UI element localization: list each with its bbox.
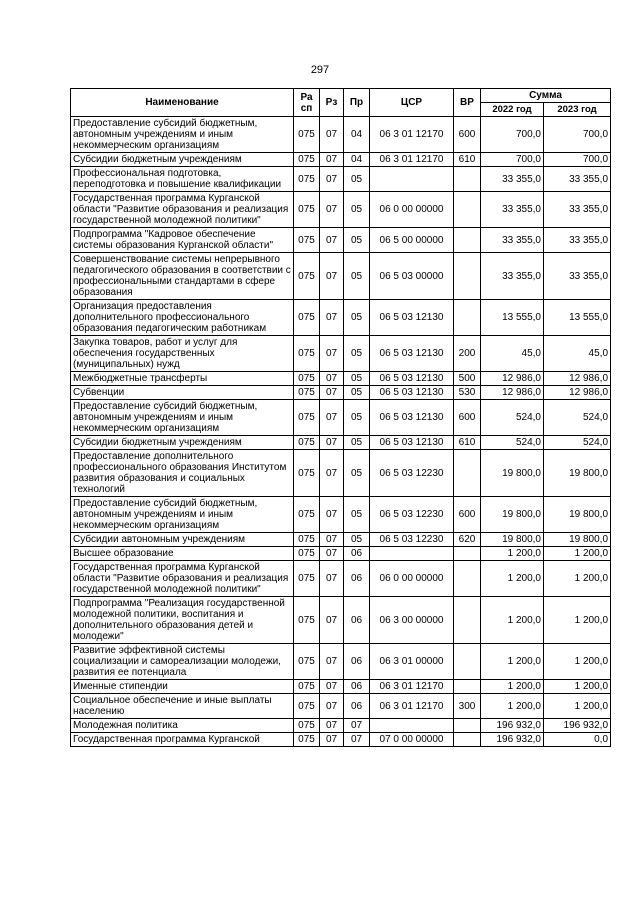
row-sum-2023: 1 200,0 [544, 597, 611, 644]
budget-table [70, 88, 611, 747]
table-row [71, 228, 611, 253]
row-vr: 530 [454, 386, 481, 400]
row-csr: 06 3 01 12170 [370, 680, 454, 694]
row-sum-2023: 33 355,0 [544, 253, 611, 300]
row-rasp: 075 [294, 547, 320, 561]
row-rasp: 075 [294, 680, 320, 694]
row-vr: 600 [454, 117, 481, 153]
row-pr: 07 [344, 733, 370, 747]
row-vr: 200 [454, 336, 481, 372]
table-row [71, 167, 611, 192]
row-name: Субсидии бюджетным учреждениям [71, 153, 294, 167]
row-rz: 07 [320, 400, 344, 436]
row-pr: 05 [344, 436, 370, 450]
row-sum-2022: 12 986,0 [481, 386, 544, 400]
row-name: Субсидии бюджетным учреждениям [71, 436, 294, 450]
row-csr: 06 5 03 12130 [370, 386, 454, 400]
row-csr: 06 0 00 00000 [370, 561, 454, 597]
row-rasp: 075 [294, 153, 320, 167]
row-pr: 07 [344, 719, 370, 733]
row-rz: 07 [320, 117, 344, 153]
row-name: Межбюджетные трансферты [71, 372, 294, 386]
row-name: Государственная программа Курганской области "Развитие образования и реализация государственной молодежной политики" [71, 192, 294, 228]
header-year-2023: 2023 год [544, 103, 611, 117]
row-vr [454, 733, 481, 747]
row-sum-2022: 19 800,0 [481, 497, 544, 533]
row-vr [454, 597, 481, 644]
row-rasp: 075 [294, 450, 320, 497]
row-rasp: 075 [294, 644, 320, 680]
row-rz: 07 [320, 192, 344, 228]
row-name: Подпрограмма "Кадровое обеспечение системы образования Курганской области" [71, 228, 294, 253]
row-name: Молодежная политика [71, 719, 294, 733]
row-sum-2023: 19 800,0 [544, 450, 611, 497]
table-row [71, 386, 611, 400]
row-csr: 06 5 03 12230 [370, 450, 454, 497]
row-rz: 07 [320, 167, 344, 192]
row-pr: 06 [344, 694, 370, 719]
row-csr: 06 5 03 12230 [370, 533, 454, 547]
row-sum-2022: 1 200,0 [481, 644, 544, 680]
row-rz: 07 [320, 533, 344, 547]
row-vr [454, 192, 481, 228]
row-rasp: 075 [294, 436, 320, 450]
row-pr: 04 [344, 153, 370, 167]
row-sum-2022: 13 555,0 [481, 300, 544, 336]
row-pr: 05 [344, 228, 370, 253]
row-csr: 06 5 03 12230 [370, 497, 454, 533]
row-rz: 07 [320, 450, 344, 497]
row-vr [454, 547, 481, 561]
row-sum-2023: 1 200,0 [544, 561, 611, 597]
row-rasp: 075 [294, 228, 320, 253]
row-sum-2023: 524,0 [544, 400, 611, 436]
row-pr: 05 [344, 497, 370, 533]
row-sum-2022: 700,0 [481, 153, 544, 167]
row-sum-2023: 33 355,0 [544, 192, 611, 228]
row-rasp: 075 [294, 300, 320, 336]
row-pr: 05 [344, 450, 370, 497]
row-sum-2023: 1 200,0 [544, 644, 611, 680]
row-vr [454, 644, 481, 680]
table-row [71, 192, 611, 228]
row-rz: 07 [320, 300, 344, 336]
row-csr: 06 5 03 12130 [370, 436, 454, 450]
row-name: Организация предоставления дополнительного профессионального образования педагогическим работникам [71, 300, 294, 336]
row-name: Закупка товаров, работ и услуг для обеспечения государственных (муниципальных) нужд [71, 336, 294, 372]
row-sum-2023: 19 800,0 [544, 497, 611, 533]
table-row [71, 533, 611, 547]
row-name: Подпрограмма "Реализация государственной молодежной политики, воспитания и дополнительного образования детей и молодежи" [71, 597, 294, 644]
row-pr: 05 [344, 533, 370, 547]
row-csr [370, 719, 454, 733]
row-pr: 06 [344, 547, 370, 561]
row-rz: 07 [320, 253, 344, 300]
row-csr: 06 3 01 12170 [370, 694, 454, 719]
row-rz: 07 [320, 228, 344, 253]
row-csr [370, 167, 454, 192]
row-sum-2022: 45,0 [481, 336, 544, 372]
row-rasp: 075 [294, 497, 320, 533]
row-name: Предоставление субсидий бюджетным, автономным учреждениям и иным некоммерческим организациям [71, 117, 294, 153]
row-name: Предоставление субсидий бюджетным, автономным учреждениям и иным некоммерческим организациям [71, 400, 294, 436]
row-sum-2022: 1 200,0 [481, 547, 544, 561]
row-pr: 05 [344, 386, 370, 400]
row-sum-2022: 12 986,0 [481, 372, 544, 386]
row-name: Именные стипендии [71, 680, 294, 694]
row-sum-2022: 33 355,0 [481, 192, 544, 228]
row-sum-2022: 196 932,0 [481, 733, 544, 747]
row-vr: 600 [454, 400, 481, 436]
row-rasp: 075 [294, 167, 320, 192]
row-vr [454, 300, 481, 336]
row-vr [454, 680, 481, 694]
page-number: 297 [310, 64, 330, 76]
row-rasp: 075 [294, 719, 320, 733]
row-csr: 06 5 03 12130 [370, 300, 454, 336]
table-row [71, 497, 611, 533]
row-sum-2022: 19 800,0 [481, 533, 544, 547]
header-year-2022: 2022 год [481, 103, 544, 117]
row-vr [454, 253, 481, 300]
row-vr: 620 [454, 533, 481, 547]
row-name: Субсидии автономным учреждениям [71, 533, 294, 547]
row-sum-2022: 1 200,0 [481, 561, 544, 597]
row-rz: 07 [320, 436, 344, 450]
row-rasp: 075 [294, 386, 320, 400]
row-csr [370, 547, 454, 561]
row-sum-2023: 12 986,0 [544, 386, 611, 400]
row-sum-2023: 19 800,0 [544, 533, 611, 547]
row-sum-2023: 1 200,0 [544, 547, 611, 561]
row-rasp: 075 [294, 533, 320, 547]
row-pr: 06 [344, 597, 370, 644]
row-pr: 06 [344, 644, 370, 680]
header-name: Наименование [71, 89, 294, 117]
table-row [71, 336, 611, 372]
table-row [71, 561, 611, 597]
row-vr [454, 450, 481, 497]
table-row [71, 372, 611, 386]
row-csr: 06 3 01 12170 [370, 153, 454, 167]
row-rz: 07 [320, 680, 344, 694]
row-rz: 07 [320, 547, 344, 561]
row-rasp: 075 [294, 733, 320, 747]
table-row [71, 680, 611, 694]
header-vr: ВР [454, 89, 481, 117]
row-sum-2023: 1 200,0 [544, 680, 611, 694]
table-row [71, 436, 611, 450]
row-rz: 07 [320, 694, 344, 719]
row-pr: 05 [344, 253, 370, 300]
row-csr: 07 0 00 00000 [370, 733, 454, 747]
row-csr: 06 5 03 12130 [370, 372, 454, 386]
row-name: Высшее образование [71, 547, 294, 561]
row-name: Государственная программа Курганской области "Развитие образования и реализация государственной молодежной политики" [71, 561, 294, 597]
row-sum-2023: 12 986,0 [544, 372, 611, 386]
table-row [71, 547, 611, 561]
row-name: Предоставление дополнительного профессионального образования Институтом развития образования и социальных технологий [71, 450, 294, 497]
row-sum-2023: 524,0 [544, 436, 611, 450]
table-row [71, 644, 611, 680]
row-sum-2022: 33 355,0 [481, 228, 544, 253]
row-rz: 07 [320, 719, 344, 733]
row-csr: 06 3 00 00000 [370, 597, 454, 644]
row-rasp: 075 [294, 597, 320, 644]
row-sum-2023: 13 555,0 [544, 300, 611, 336]
row-sum-2022: 33 355,0 [481, 253, 544, 300]
row-name: Социальное обеспечение и иные выплаты населению [71, 694, 294, 719]
row-csr: 06 3 01 00000 [370, 644, 454, 680]
row-rasp: 075 [294, 694, 320, 719]
header-row [71, 89, 611, 103]
row-rz: 07 [320, 644, 344, 680]
row-csr: 06 5 00 00000 [370, 228, 454, 253]
row-csr: 06 5 03 00000 [370, 253, 454, 300]
row-pr: 05 [344, 192, 370, 228]
row-sum-2023: 700,0 [544, 117, 611, 153]
row-sum-2023: 1 200,0 [544, 694, 611, 719]
row-sum-2023: 196 932,0 [544, 719, 611, 733]
row-csr: 06 5 03 12130 [370, 336, 454, 372]
table-row [71, 153, 611, 167]
row-name: Развитие эффективной системы социализации и самореализации молодежи, развития ее потенциала [71, 644, 294, 680]
row-pr: 04 [344, 117, 370, 153]
header-sum: Сумма [481, 89, 611, 103]
row-sum-2023: 33 355,0 [544, 228, 611, 253]
row-vr: 610 [454, 153, 481, 167]
row-vr: 600 [454, 497, 481, 533]
row-sum-2022: 33 355,0 [481, 167, 544, 192]
row-rz: 07 [320, 386, 344, 400]
row-rasp: 075 [294, 561, 320, 597]
header-rz: Рз [320, 89, 344, 117]
row-rz: 07 [320, 561, 344, 597]
row-rasp: 075 [294, 117, 320, 153]
row-rasp: 075 [294, 192, 320, 228]
header-rasp: Ра сп [294, 89, 320, 117]
table-row [71, 733, 611, 747]
row-csr: 06 0 00 00000 [370, 192, 454, 228]
row-sum-2022: 1 200,0 [481, 680, 544, 694]
row-pr: 05 [344, 400, 370, 436]
row-name: Субвенции [71, 386, 294, 400]
table-row [71, 719, 611, 733]
row-vr: 500 [454, 372, 481, 386]
header-pr: Пр [344, 89, 370, 117]
row-sum-2023: 0,0 [544, 733, 611, 747]
row-pr: 05 [344, 336, 370, 372]
row-rz: 07 [320, 497, 344, 533]
row-vr [454, 561, 481, 597]
table-row [71, 300, 611, 336]
row-sum-2023: 33 355,0 [544, 167, 611, 192]
row-rz: 07 [320, 597, 344, 644]
table-row [71, 400, 611, 436]
row-rz: 07 [320, 733, 344, 747]
row-vr [454, 228, 481, 253]
row-sum-2022: 1 200,0 [481, 597, 544, 644]
row-sum-2022: 524,0 [481, 436, 544, 450]
row-sum-2022: 196 932,0 [481, 719, 544, 733]
row-sum-2022: 19 800,0 [481, 450, 544, 497]
row-rz: 07 [320, 153, 344, 167]
row-sum-2022: 700,0 [481, 117, 544, 153]
table-row [71, 253, 611, 300]
row-rasp: 075 [294, 253, 320, 300]
table-row [71, 117, 611, 153]
row-sum-2022: 1 200,0 [481, 694, 544, 719]
row-name: Профессиональная подготовка, переподготовка и повышение квалификации [71, 167, 294, 192]
row-pr: 05 [344, 300, 370, 336]
table-row [71, 450, 611, 497]
row-sum-2023: 700,0 [544, 153, 611, 167]
table-row [71, 694, 611, 719]
table-body [71, 117, 611, 747]
row-vr [454, 167, 481, 192]
row-rz: 07 [320, 372, 344, 386]
row-csr: 06 5 03 12130 [370, 400, 454, 436]
row-sum-2022: 524,0 [481, 400, 544, 436]
row-name: Государственная программа Курганской [71, 733, 294, 747]
row-vr: 300 [454, 694, 481, 719]
row-sum-2023: 45,0 [544, 336, 611, 372]
row-pr: 06 [344, 561, 370, 597]
table-row [71, 597, 611, 644]
row-rz: 07 [320, 336, 344, 372]
row-name: Предоставление субсидий бюджетным, автономным учреждениям и иным некоммерческим организациям [71, 497, 294, 533]
row-name: Совершенствование системы непрерывного педагогического образования в соответствии с профессиональными стандартами в сфере образования [71, 253, 294, 300]
row-vr [454, 719, 481, 733]
row-rasp: 075 [294, 336, 320, 372]
row-pr: 06 [344, 680, 370, 694]
row-vr: 610 [454, 436, 481, 450]
row-rasp: 075 [294, 372, 320, 386]
row-pr: 05 [344, 167, 370, 192]
row-pr: 05 [344, 372, 370, 386]
row-rasp: 075 [294, 400, 320, 436]
header-csr: ЦСР [370, 89, 454, 117]
row-csr: 06 3 01 12170 [370, 117, 454, 153]
